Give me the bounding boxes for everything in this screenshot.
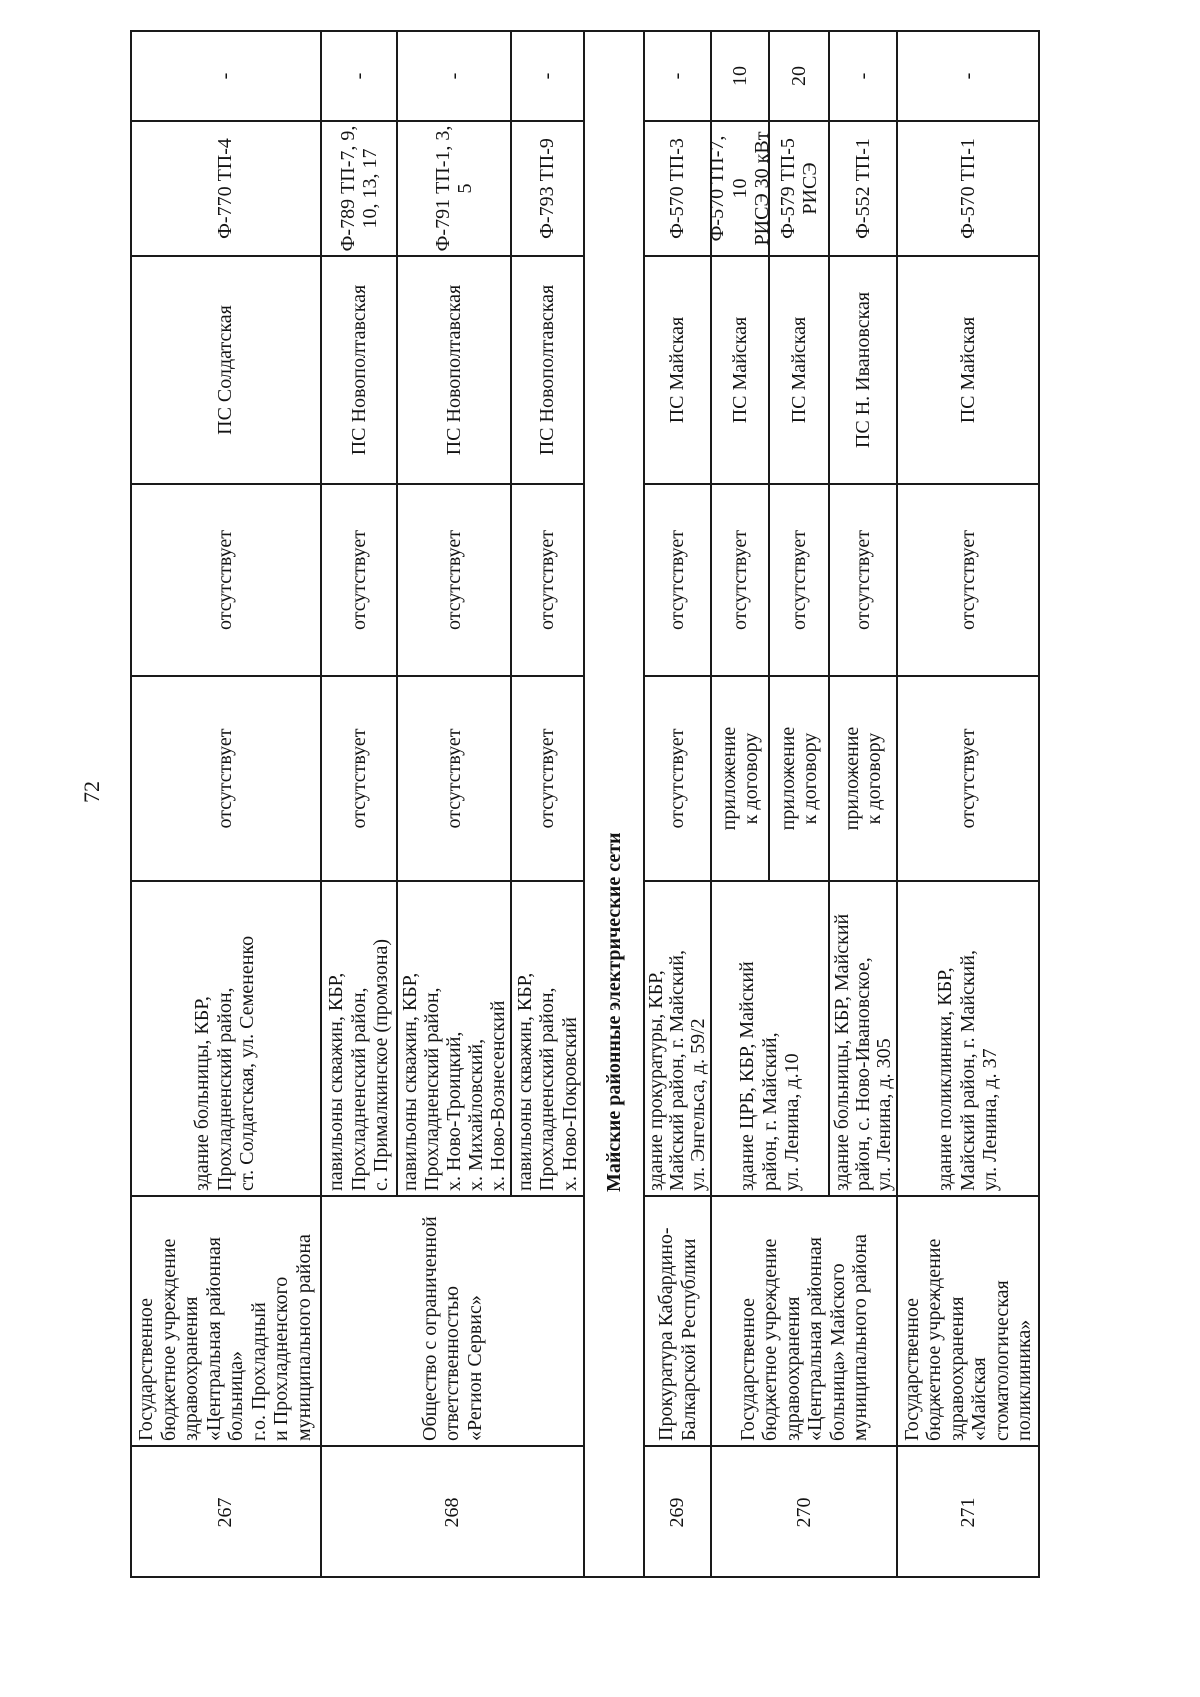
organization-name: Прокуратура Кабардино- Балкарской Республики — [645, 1195, 712, 1445]
feeder-cell: Ф-570 ТП-7, 10 РИСЭ 30 кВт — [712, 120, 770, 255]
organization-name: Общество с ограниченной ответственностью «Регион Сервис» — [322, 1195, 585, 1445]
column-4-cell: отсутствует — [322, 675, 398, 880]
column-4-cell: отсутствует — [898, 675, 1040, 880]
substation-cell: ПС Н. Ивановская — [830, 255, 898, 483]
substation-cell: ПС Новополтавская — [322, 255, 398, 483]
object-address: павильоны скважин, КБР, Прохладненский район, х. Ново-Троицкий, х. Михайловский, х. Ново-Вознесенский — [398, 880, 512, 1195]
object-address: здание прокуратуры, КБР, Майский район, г. Майский, ул. Энгельса, д. 59/2 — [645, 880, 712, 1195]
feeder-cell: Ф-552 ТП-1 — [830, 120, 898, 255]
column-5-cell: отсутствует — [770, 483, 830, 675]
column-4-cell: приложение к договору — [712, 675, 770, 880]
column-5-cell: отсутствует — [830, 483, 898, 675]
substation-cell: ПС Солдатская — [130, 255, 322, 483]
column-5-cell: отсутствует — [322, 483, 398, 675]
object-address: здание ЦРБ, КБР, Майский район, г. Майский, ул. Ленина, д.10 — [712, 880, 830, 1195]
feeder-cell: Ф-579 ТП-5 РИСЭ — [770, 120, 830, 255]
substation-cell: ПС Майская — [712, 255, 770, 483]
feeder-cell: Ф-789 ТП-7, 9, 10, 13, 17 — [322, 120, 398, 255]
capacity-cell: - — [830, 30, 898, 120]
feeder-cell: Ф-570 ТП-3 — [645, 120, 712, 255]
column-4-cell: отсутствует — [130, 675, 322, 880]
object-address: павильоны скважин, КБР, Прохладненский район, с. Прималкинское (промзона) — [322, 880, 398, 1195]
feeder-cell: Ф-791 ТП-1, 3, 5 — [398, 120, 512, 255]
object-address: здание больницы, КБР, Прохладненский район, ст. Солдатская, ул. Семененко — [130, 880, 322, 1195]
row-number: 267 — [130, 1445, 322, 1578]
capacity-cell: 20 — [770, 30, 830, 120]
organization-name: Государственное бюджетное учреждение здравоохранения «Центральная районная больница» г.о. Прохладный и Прохладненского муниципального района — [130, 1195, 322, 1445]
capacity-cell: - — [130, 30, 322, 120]
section-title: Майские районные электрические сети — [585, 30, 645, 1578]
organization-name: Государственное бюджетное учреждение здравоохранения «Майская стоматологическая поликлиника» — [898, 1195, 1040, 1445]
capacity-cell: - — [322, 30, 398, 120]
substation-cell: ПС Майская — [645, 255, 712, 483]
capacity-cell: 10 — [712, 30, 770, 120]
row-number: 270 — [712, 1445, 898, 1578]
row-number: 269 — [645, 1445, 712, 1578]
column-5-cell: отсутствует — [130, 483, 322, 675]
feeder-cell: Ф-793 ТП-9 — [512, 120, 585, 255]
column-4-cell: приложение к договору — [830, 675, 898, 880]
capacity-cell: - — [512, 30, 585, 120]
column-5-cell: отсутствует — [712, 483, 770, 675]
column-5-cell: отсутствует — [645, 483, 712, 675]
feeder-cell: Ф-570 ТП-1 — [898, 120, 1040, 255]
column-4-cell: приложение к договору — [770, 675, 830, 880]
column-4-cell: отсутствует — [398, 675, 512, 880]
substation-cell: ПС Новополтавская — [512, 255, 585, 483]
capacity-cell: - — [645, 30, 712, 120]
row-number: 268 — [322, 1445, 585, 1578]
object-address: здание поликлиники, КБР, Майский район, г. Майский, ул. Ленина, д. 37 — [898, 880, 1040, 1195]
feeder-cell: Ф-770 ТП-4 — [130, 120, 322, 255]
substation-cell: ПС Новополтавская — [398, 255, 512, 483]
object-address: павильоны скважин, КБР, Прохладненский район, х. Ново-Покровский — [512, 880, 585, 1195]
column-5-cell: отсутствует — [898, 483, 1040, 675]
capacity-cell: - — [398, 30, 512, 120]
substation-cell: ПС Майская — [770, 255, 830, 483]
object-address: здание больницы, КБР, Майский район, с. Ново-Ивановское, ул. Ленина, д. 305 — [830, 880, 898, 1195]
page-number: 72 — [79, 781, 104, 803]
column-5-cell: отсутствует — [512, 483, 585, 675]
row-number: 271 — [898, 1445, 1040, 1578]
organization-name: Государственное бюджетное учреждение здравоохранения «Центральная районная больница» Майского муниципального района — [712, 1195, 898, 1445]
capacity-cell: - — [898, 30, 1040, 120]
column-4-cell: отсутствует — [645, 675, 712, 880]
column-4-cell: отсутствует — [512, 675, 585, 880]
column-5-cell: отсутствует — [398, 483, 512, 675]
substation-cell: ПС Майская — [898, 255, 1040, 483]
